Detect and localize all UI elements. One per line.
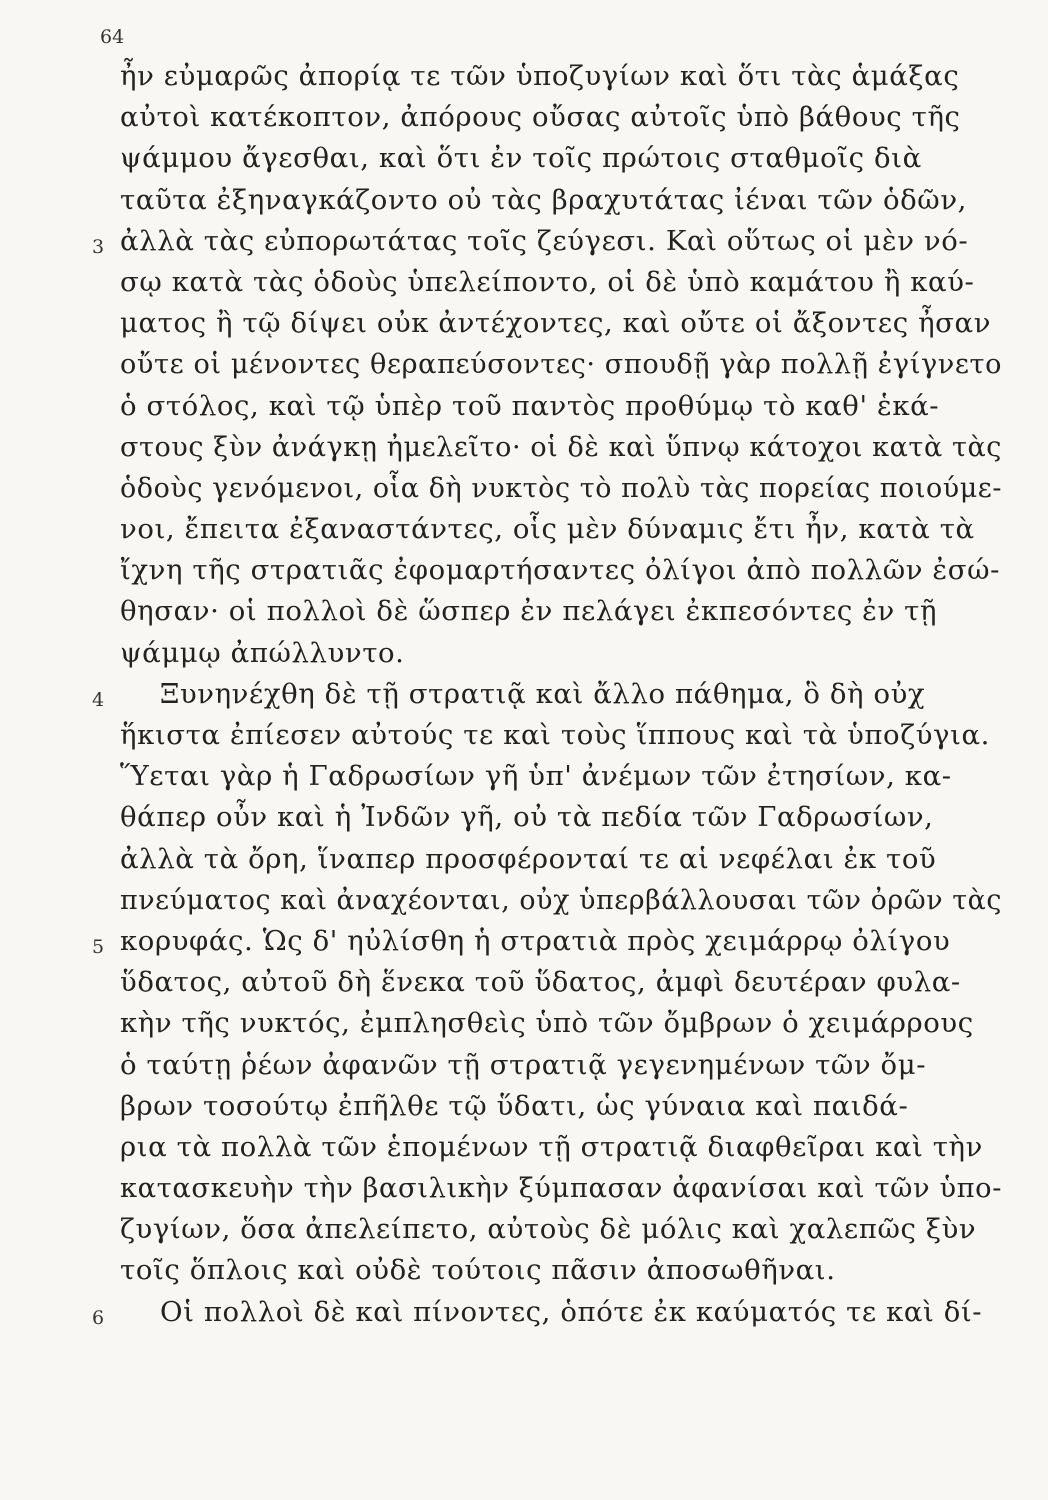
text-line xyxy=(92,1003,1002,1044)
line-text: ὁ στόλος, καὶ τῷ ὑπὲρ τοῦ παντὸς προθύμῳ τὸ καθ' ἑκά- xyxy=(120,389,940,422)
text-line xyxy=(92,221,1002,262)
text-line xyxy=(92,633,1002,674)
text-line xyxy=(92,550,1002,591)
page-number: 64 xyxy=(100,26,125,48)
text-line xyxy=(92,180,1002,221)
line-text: ἴχνη τῆς στρατιᾶς ἐφομαρτήσαντες ὀλίγοι ἀπὸ πολλῶν ἐσώ- xyxy=(120,554,1001,587)
text-line xyxy=(92,756,1002,797)
text-line xyxy=(92,1086,1002,1127)
line-text: Ὕεται γὰρ ἡ Γαδρωσίων γῆ ὑπ' ἀνέμων τῶν ἐτησίων, κα- xyxy=(120,760,952,793)
text-line xyxy=(92,1250,1002,1291)
text-line xyxy=(92,1209,1002,1250)
text-line xyxy=(92,1292,1002,1333)
text-line xyxy=(92,262,1002,303)
text-line xyxy=(92,97,1002,138)
text-line xyxy=(92,674,1002,715)
line-text: ζυγίων, ὅσα ἀπελείπετο, αὐτοὺς δὲ μόλις καὶ χαλεπῶς ξὺν xyxy=(120,1213,977,1246)
line-text: ἦν εὐμαρῶς ἀπορίᾳ τε τῶν ὑποζυγίων καὶ ὅτι τὰς ἁμάξας xyxy=(120,60,960,92)
line-text: νοι, ἔπειτα ἐξαναστάντες, οἷς μὲν δύναμις ἔτι ἦν, κατὰ τὰ xyxy=(120,513,975,546)
text-line xyxy=(92,1045,1002,1086)
text-line xyxy=(92,797,1002,838)
text-line xyxy=(92,1168,1002,1209)
line-text: ἀλλὰ τὰς εὐπορωτάτας τοῖς ζεύγεσι. Καὶ οὕτως οἱ μὲν νό- xyxy=(120,224,969,257)
text-line xyxy=(92,1127,1002,1168)
text-line xyxy=(92,138,1002,179)
line-text: ρια τὰ πολλὰ τῶν ἑπομένων τῇ στρατιᾷ διαφθεῖραι καὶ τὴν xyxy=(120,1130,983,1163)
line-text: βρων τοσούτῳ ἐπῆλθε τῷ ὕδατι, ὡς γύναια καὶ παιδά- xyxy=(120,1089,909,1122)
line-text: κορυφάς. Ὡς δ' ηὐλίσθη ἡ στρατιὰ πρὸς χειμάρρῳ ὀλίγου xyxy=(120,924,951,957)
line-text: σῳ κατὰ τὰς ὁδοὺς ὑπελείποντο, οἱ δὲ ὑπὸ καμάτου ἢ καύ- xyxy=(120,265,975,298)
section-number: 4 xyxy=(92,688,105,711)
line-text: ταῦτα ἐξηναγκάζοντο οὐ τὰς βραχυτάτας ἰέναι τῶν ὁδῶν, xyxy=(120,183,967,216)
line-text: ὁδοὺς γενόμενοι, οἷα δὴ νυκτὸς τὸ πολὺ τὰς πορείας ποιούμε- xyxy=(120,471,1003,504)
line-text: ματος ἢ τῷ δίψει οὐκ ἀντέχοντες, καὶ οὔτε οἱ ἄξοντες ἦσαν xyxy=(120,307,992,340)
text-line xyxy=(92,468,1002,509)
line-text: θάπερ οὖν καὶ ἡ Ἰνδῶν γῆ, οὐ τὰ πεδία τῶν Γαδρωσίων, xyxy=(120,801,934,834)
text-line xyxy=(92,56,1002,97)
greek-text-block xyxy=(92,56,1002,1333)
section-number: 3 xyxy=(92,235,105,258)
line-text: οὔτε οἱ μένοντες θεραπεύσοντες· σπουδῇ γὰρ πολλῇ ἐγίγνετο xyxy=(120,348,1003,381)
text-line xyxy=(92,386,1002,427)
line-text: Ξυνηνέχθη δὲ τῇ στρατιᾷ καὶ ἄλλο πάθημα, ὃ δὴ οὐχ xyxy=(160,677,926,710)
section-number: 6 xyxy=(92,1306,105,1329)
line-text: Οἱ πολλοὶ δὲ καὶ πίνοντες, ὁπότε ἐκ καύματός τε καὶ δί- xyxy=(160,1295,983,1328)
text-line xyxy=(92,344,1002,385)
line-text: κὴν τῆς νυκτός, ἐμπλησθεὶς ὑπὸ τῶν ὄμβρων ὁ χειμάρρους xyxy=(120,1007,974,1040)
line-text: αὐτοὶ κατέκοπτον, ἀπόρους οὔσας αὐτοῖς ὑπὸ βάθους τῆς xyxy=(120,101,961,134)
text-line xyxy=(92,591,1002,632)
line-text: θησαν· οἱ πολλοὶ δὲ ὥσπερ ἐν πελάγει ἐκπεσόντες ἐν τῇ xyxy=(120,595,938,628)
line-text: ἀλλὰ τὰ ὄρη, ἵναπερ προσφέρονταί τε αἱ νεφέλαι ἐκ τοῦ xyxy=(120,842,937,875)
line-text: κατασκευὴν τὴν βασιλικὴν ξύμπασαν ἀφανίσαι καὶ τῶν ὑπο- xyxy=(120,1172,1003,1205)
line-text: τοῖς ὅπλοις καὶ οὐδὲ τούτοις πᾶσιν ἀποσωθῆναι. xyxy=(120,1254,836,1287)
text-line xyxy=(92,715,1002,756)
section-number: 5 xyxy=(92,935,105,958)
line-text: ψάμμῳ ἀπώλλυντο. xyxy=(120,636,405,669)
text-line xyxy=(92,427,1002,468)
line-text: ὁ ταύτῃ ῥέων ἀφανῶν τῇ στρατιᾷ γεγενημένων τῶν ὄμ- xyxy=(120,1048,927,1081)
text-line xyxy=(92,962,1002,1003)
text-line xyxy=(92,839,1002,880)
text-line xyxy=(92,509,1002,550)
line-text: ἥκιστα ἐπίεσεν αὐτούς τε καὶ τοὺς ἵππους καὶ τὰ ὑποζύγια. xyxy=(120,719,990,751)
text-line xyxy=(92,303,1002,344)
line-text: στους ξὺν ἀνάγκῃ ἠμελεῖτο· οἱ δὲ καὶ ὕπνῳ κάτοχοι κατὰ τὰς xyxy=(120,430,1003,463)
line-text: ψάμμου ἄγεσθαι, καὶ ὅτι ἐν τοῖς πρώτοις σταθμοῖς διὰ xyxy=(120,142,922,175)
line-text: ὕδατος, αὐτοῦ δὴ ἕνεκα τοῦ ὕδατος, ἀμφὶ δευτέραν φυλα- xyxy=(120,966,961,999)
text-line xyxy=(92,921,1002,962)
line-text: πνεύματος καὶ ἀναχέονται, οὐχ ὑπερβάλλουσαι τῶν ὀρῶν τὰς xyxy=(120,883,1003,916)
text-line xyxy=(92,880,1002,921)
